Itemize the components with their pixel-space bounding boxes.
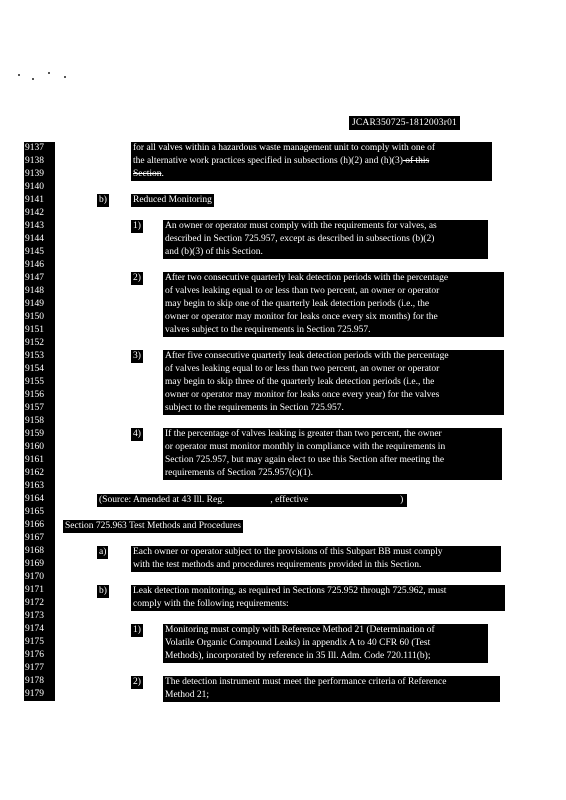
struck-text: of this bbox=[402, 156, 430, 166]
item-label: 1) bbox=[133, 221, 141, 231]
line-number: 9159 bbox=[24, 428, 55, 441]
line-number: 9167 bbox=[24, 532, 55, 545]
item-text: Monitoring must comply with Reference Method 21 (Determination of Volatile Organic Compound Leaks) in appendix A to 40 CFR 60 (Test Methods), incorporated by reference in 35 Ill. Adm. Code 720.111(b); bbox=[163, 624, 488, 663]
line-number: 9176 bbox=[24, 649, 55, 662]
intro-line: the alternative work practices specified in subsections (h)(2) and (h)(3) bbox=[133, 156, 403, 166]
struck-text: Section bbox=[133, 169, 162, 179]
line-number: 9160 bbox=[24, 441, 55, 454]
line-number: 9149 bbox=[24, 298, 55, 311]
line-number: 9169 bbox=[24, 558, 55, 571]
line-number: 9175 bbox=[24, 636, 55, 649]
line-number: 9152 bbox=[24, 337, 55, 350]
line-number: 9139 bbox=[24, 168, 55, 181]
intro-line: for all valves within a hazardous waste management unit to comply with one of bbox=[133, 143, 436, 153]
line-number: 9161 bbox=[24, 454, 55, 467]
line-number: 9178 bbox=[24, 675, 55, 688]
line-number: 9179 bbox=[24, 688, 55, 701]
item-text: After two consecutive quarterly leak detection periods with the percentage of valves leaking equal to or less than two percent, an owner or operator may begin to skip one of the quarterly leak detection periods (i.e., the owner or operator may monitor for leaks once every six months) for the valves subject to the requirements in Section 725.957. bbox=[163, 272, 504, 337]
line-number: 9170 bbox=[24, 571, 55, 584]
item-label: 4) bbox=[133, 429, 141, 439]
line-number: 9165 bbox=[24, 506, 55, 519]
document-id: JCAR350725-1812003r01 bbox=[349, 116, 460, 130]
item-label: 2) bbox=[133, 677, 141, 687]
subsection-label: a) bbox=[99, 547, 107, 557]
item-text: After five consecutive quarterly leak detection periods with the percentage of valves leaking equal to or less than two percent, an owner or operator may begin to skip three of the quarterly leak detection periods (i.e., the owner or operator may monitor for leaks once every year) for the valves subject to the requirements in Section 725.957. bbox=[163, 350, 504, 415]
item-label: 2) bbox=[133, 273, 141, 283]
item-text: If the percentage of valves leaking is greater than two percent, the owner or operator must monitor monthly in compliance with the requirements in Section 725.957, but may again elect to use this Section after meeting the requirements of Section 725.957(c)(1). bbox=[163, 428, 502, 480]
line-number: 9147 bbox=[24, 272, 55, 285]
line-number: 9157 bbox=[24, 402, 55, 415]
line-number: 9141 bbox=[24, 194, 55, 207]
line-number: 9174 bbox=[24, 623, 55, 636]
subsection-text: Each owner or operator subject to the provisions of this Subpart BB must comply with the test methods and procedures requirements provided in this Section. bbox=[131, 546, 501, 572]
line-number: 9137 bbox=[24, 142, 55, 155]
intro-paragraph bbox=[131, 142, 492, 181]
line-number: 9153 bbox=[24, 350, 55, 363]
line-number: 9158 bbox=[24, 415, 55, 428]
line-number: 9144 bbox=[24, 233, 55, 246]
subsection-text: Leak detection monitoring, as required in Sections 725.952 through 725.962, must comply with the following requirements: bbox=[131, 585, 505, 611]
line-number: 9162 bbox=[24, 467, 55, 480]
item-label: 1) bbox=[133, 625, 141, 635]
line-number: 9142 bbox=[24, 207, 55, 220]
line-number: 9163 bbox=[24, 480, 55, 493]
line-number: 9138 bbox=[24, 155, 55, 168]
line-number: 9140 bbox=[24, 181, 55, 194]
line-number: 9154 bbox=[24, 363, 55, 376]
line-number: 9151 bbox=[24, 324, 55, 337]
line-number: 9166 bbox=[24, 519, 55, 532]
line-number: 9150 bbox=[24, 311, 55, 324]
line-number: 9145 bbox=[24, 246, 55, 259]
line-number: 9143 bbox=[24, 220, 55, 233]
subsection-heading: Reduced Monitoring bbox=[133, 195, 212, 205]
line-number: 9156 bbox=[24, 389, 55, 402]
line-number: 9148 bbox=[24, 285, 55, 298]
item-label: 3) bbox=[133, 351, 141, 361]
line-number: 9164 bbox=[24, 493, 55, 506]
subsection-label: b) bbox=[99, 195, 107, 205]
source-note: (Source: Amended at 43 Ill. Reg. , effective ) bbox=[97, 494, 407, 507]
line-number: 9155 bbox=[24, 376, 55, 389]
line-number: 9168 bbox=[24, 545, 55, 558]
subsection-label: b) bbox=[99, 586, 107, 596]
line-number: 9171 bbox=[24, 584, 55, 597]
scan-artifact bbox=[18, 68, 78, 88]
intro-tail: . bbox=[161, 169, 164, 179]
line-number: 9173 bbox=[24, 610, 55, 623]
line-number: 9172 bbox=[24, 597, 55, 610]
item-text: An owner or operator must comply with the requirements for valves, as described in Section 725.957, except as described in subsections (b)(2) and (b)(3) of this Section. bbox=[163, 220, 488, 259]
item-text: The detection instrument must meet the performance criteria of Reference Method 21; bbox=[163, 676, 500, 702]
section-heading: Section 725.963 Test Methods and Procedures bbox=[65, 521, 241, 531]
line-number: 9177 bbox=[24, 662, 55, 675]
line-number: 9146 bbox=[24, 259, 55, 272]
